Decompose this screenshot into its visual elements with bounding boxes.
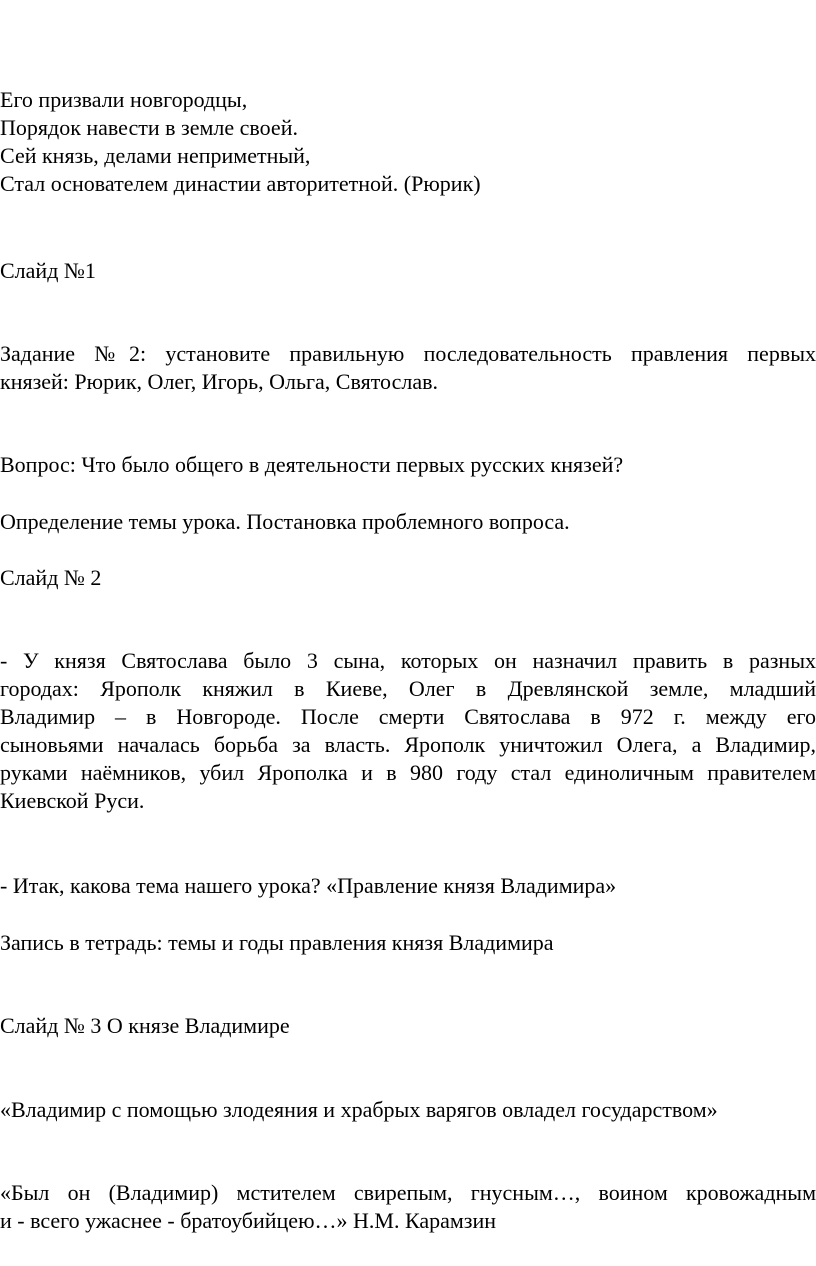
poem-line: Его призвали новгородцы, [0, 87, 248, 112]
slide-2-heading: Слайд № 2 [0, 565, 102, 590]
paragraph-line: руками наёмников, убил Ярополка и в 980 году стал единоличным правителем [0, 760, 816, 785]
slide-1-heading: Слайд №1 [0, 258, 96, 283]
task-2-paragraph [0, 340, 816, 396]
slide-3-heading: Слайд № 3 О князе Владимире [0, 1013, 290, 1038]
paragraph-line: Киевской Руси. [0, 788, 145, 813]
notebook-entry: Запись в тетрадь: темы и годы правления князя Владимира [0, 930, 554, 955]
quote-2-line: и - всего ужаснее - братоубийцею…» Н.М. Карамзин [0, 1208, 497, 1233]
paragraph-line: Владимир – в Новгороде. После смерти Святослава в 972 г. между его [0, 704, 816, 729]
paragraph-line: городах: Ярополк княжил в Киеве, Олег в Древлянской земле, младший [0, 676, 816, 701]
quote-1: «Владимир с помощью злодеяния и храбрых варягов овладел государством» [0, 1097, 718, 1122]
quote-2-line: «Был он (Владимир) мстителем свирепым, гнусным…, воином кровожадным [0, 1180, 816, 1205]
topic-definition: Определение темы урока. Постановка проблемного вопроса. [0, 509, 570, 534]
task-2-line: Задание №2: установите правильную последовательность правления первых [0, 341, 816, 366]
paragraph-line: сыновьями началась борьба за власть. Ярополк уничтожил Олега, а Владимир, [0, 732, 816, 757]
poem-line: Порядок навести в земле своей. [0, 115, 298, 140]
paragraph-line: - У князя Святослава было 3 сына, которых он назначил править в разных [0, 648, 816, 673]
lesson-topic: - Итак, какова тема нашего урока? «Правление князя Владимира» [0, 873, 617, 898]
task-2-line: князей: Рюрик, Олег, Игорь, Ольга, Святослав. [0, 369, 438, 394]
sviatoslav-paragraph [0, 647, 816, 815]
question-text: Вопрос: Что было общего в деятельности первых русских князей? [0, 452, 624, 477]
poem-line: Сей князь, делами неприметный, [0, 143, 311, 168]
quote-2 [0, 1179, 816, 1235]
poem-line: Стал основателем династии авторитетной. (Рюрик) [0, 171, 481, 196]
